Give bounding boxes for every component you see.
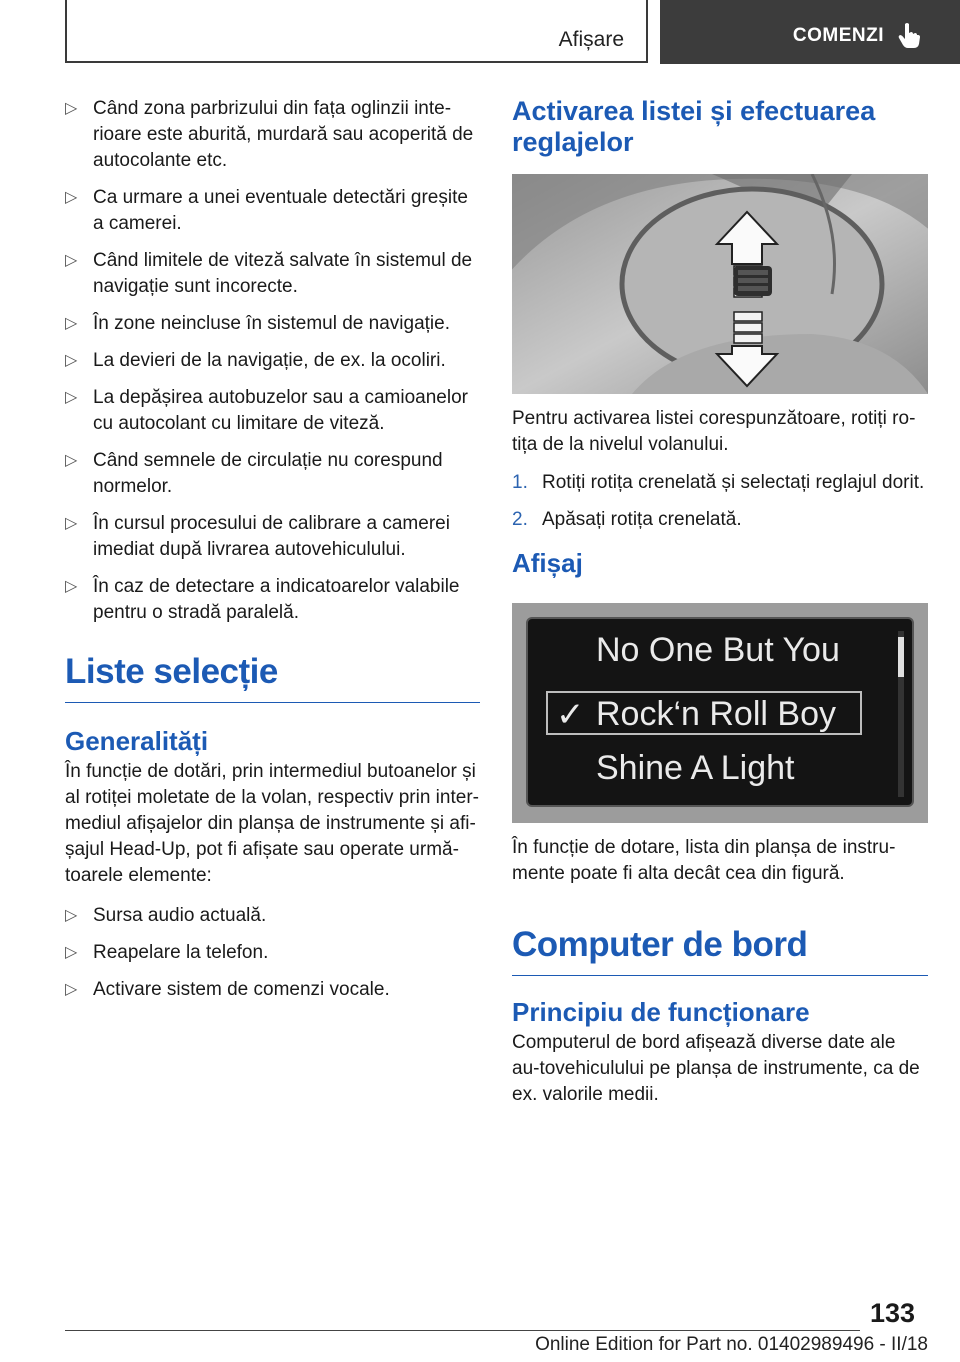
- bullet-list-elements: [65, 903, 480, 1003]
- activate-list-paragraph: Pentru activarea listei corespunzătoare, rotiți ro-tița de la nivelul volanului.: [512, 408, 916, 455]
- page-number: 133: [870, 1298, 916, 1328]
- triangle-bullet-icon: ▷: [65, 252, 78, 269]
- heading-general: Generalități: [65, 726, 209, 756]
- display-item-2: Rock‘n Roll Boy: [596, 695, 836, 733]
- header-chapter-tab: [660, 0, 960, 64]
- triangle-bullet-icon: ▷: [65, 452, 78, 469]
- operating-principle-paragraph: Computerul de bord afișează diverse date ale au-tovehiculului pe planșa de instrumente, ca de ex. valorile medii.: [512, 1032, 920, 1105]
- triangle-bullet-icon: ▷: [65, 352, 78, 369]
- triangle-bullet-icon: ▷: [65, 578, 78, 595]
- left-column: [65, 96, 480, 1014]
- list-item: ▷ Când semnele de circulație nu corespund normelor.: [65, 450, 443, 497]
- right-column: [512, 96, 928, 1108]
- display-item-3: Shine A Light: [596, 749, 795, 787]
- triangle-bullet-icon: ▷: [65, 189, 78, 206]
- list-item: ▷ Când limitele de viteză salvate în sistemul de navigație sunt incorecte.: [65, 250, 473, 297]
- display-screen: [526, 617, 914, 807]
- triangle-bullet-icon: ▷: [65, 981, 78, 998]
- list-item: ▷ Când zona parbrizului din fața oglinzii inte-rioare este aburită, murdară sau acoperită de autocolante etc.: [65, 98, 474, 171]
- triangle-bullet-icon: ▷: [65, 389, 78, 406]
- heading-operating-principle: Principiu de funcționare: [512, 997, 810, 1027]
- triangle-bullet-icon: ▷: [65, 515, 78, 532]
- triangle-bullet-icon: ▷: [65, 315, 78, 332]
- display-list-image: [512, 603, 928, 823]
- step-item: 1. Rotiți rotița crenelată și selectați reglajul dorit.: [512, 472, 925, 493]
- header-section-box: [65, 0, 648, 63]
- heading-activate-list: Activarea listei și efectuarea reglajelor: [512, 96, 876, 157]
- list-item: ▷ Activare sistem de comenzi vocale.: [65, 977, 480, 1003]
- bullet-list-conditions: [65, 96, 480, 626]
- heading-selection-lists: Liste selecție: [65, 652, 480, 703]
- footer-divider: [65, 1330, 860, 1331]
- heading-display: Afișaj: [512, 548, 583, 578]
- display-scrollbar-thumb: [898, 637, 904, 677]
- triangle-bullet-icon: ▷: [65, 100, 78, 117]
- list-item: ▷ La devieri de la navigație, de ex. la ocoliri.: [65, 348, 480, 374]
- triangle-bullet-icon: ▷: [65, 944, 78, 961]
- list-item: ▷ La depășirea autobuzelor sau a camioanelor cu autocolant cu limitare de viteză.: [65, 387, 468, 434]
- hand-pointer-icon: [898, 22, 920, 48]
- display-paragraph: În funcție de dotare, lista din planșa de instru-mente poate fi alta decât cea din figură.: [512, 837, 896, 884]
- step-item: 2. Apăsați rotița crenelată.: [512, 509, 742, 530]
- steps-list: [512, 470, 928, 533]
- display-check-icon: ✓: [556, 696, 585, 734]
- steering-wheel-thumbwheel-image: [512, 174, 928, 394]
- list-item: ▷ Reapelare la telefon.: [65, 940, 480, 966]
- list-item: ▷ În zone neincluse în sistemul de navigație.: [65, 311, 480, 337]
- triangle-bullet-icon: ▷: [65, 907, 78, 924]
- footer-edition-text: Online Edition for Part no. 01402989496 - II/18: [535, 1334, 928, 1355]
- list-item: ▷ Sursa audio actuală.: [65, 903, 480, 929]
- general-paragraph: În funcție de dotări, prin intermediul butoanelor și al rotiței moletate de la volan, respectiv prin inter-mediul afișajelor din planșa de instrumente și afi-șajul Head-Up, pot fi afișate sau operate urmă-toarele elemente:: [65, 761, 479, 886]
- header-chapter-label: COMENZI: [792, 25, 884, 46]
- heading-onboard-computer: Computer de bord: [512, 925, 928, 976]
- header-section-title: Afișare: [558, 28, 624, 51]
- list-item: ▷ În cursul procesului de calibrare a camerei imediat după livrarea autovehiculului.: [65, 513, 450, 560]
- list-item: ▷ În caz de detectare a indicatoarelor valabile pentru o stradă paralelă.: [65, 576, 460, 623]
- display-item-1: No One But You: [596, 631, 840, 669]
- list-item: ▷ Ca urmare a unei eventuale detectări greșite a camerei.: [65, 187, 468, 234]
